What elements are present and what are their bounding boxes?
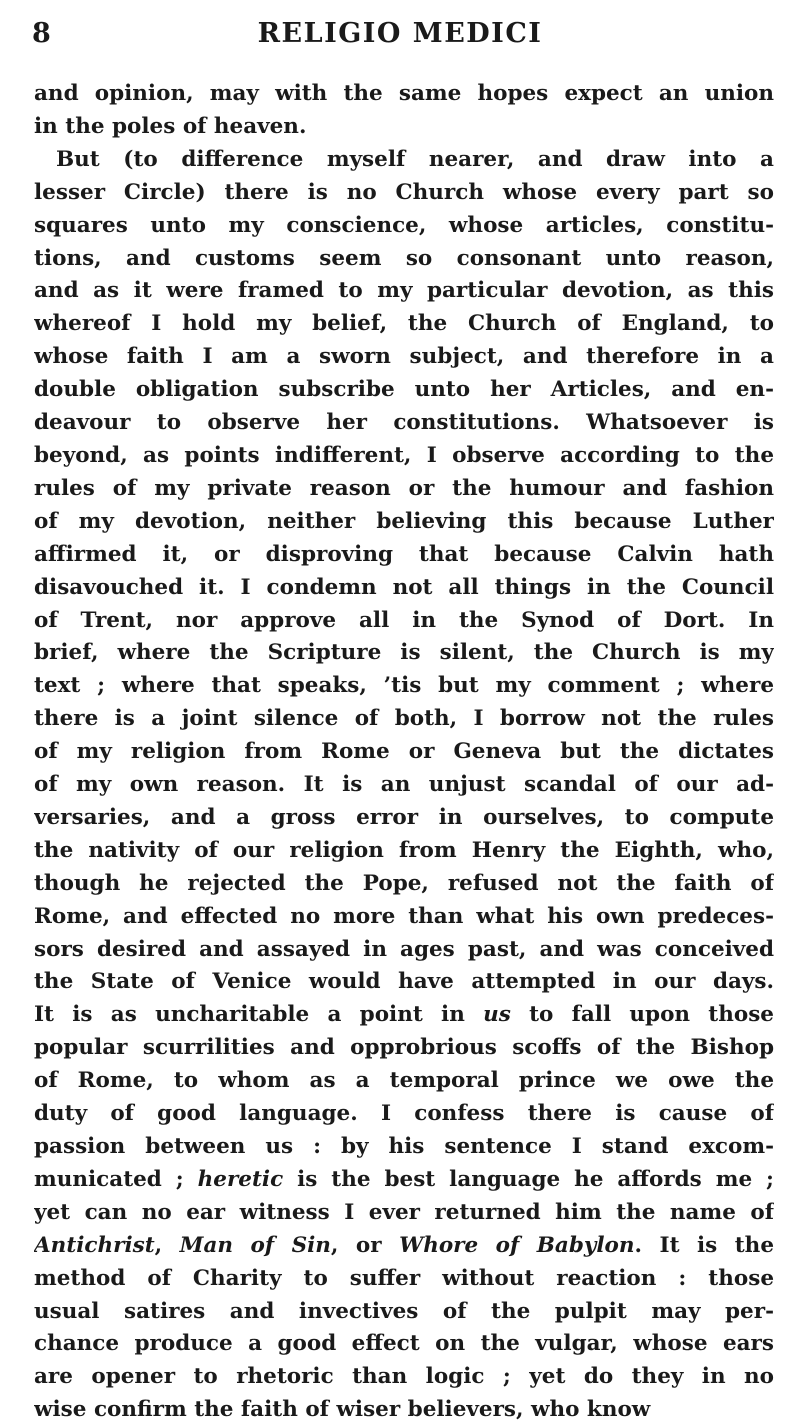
text-line: the nativity of our religion from Henry the Eighth, who, <box>34 837 774 863</box>
text-line: of my own reason. It is an unjust scandal of our ad- <box>34 772 774 798</box>
page-number: 8 <box>32 18 52 49</box>
body-text <box>34 78 774 1427</box>
text-line: beyond, as points indifferent, I observe according to the <box>34 442 774 468</box>
text-line: of my devotion, neither believing this because Luther <box>34 508 774 534</box>
text-line: are opener to rhetoric than logic ; yet do they in no <box>34 1364 774 1390</box>
text-line: brief, where the Scripture is silent, the Church is my <box>34 640 774 666</box>
text-line: But (to difference myself nearer, and draw into a <box>56 146 774 172</box>
text-line: duty of good language. I confess there is cause of <box>34 1101 774 1127</box>
text-line: of Trent, nor approve all in the Synod of Dort. In <box>34 607 774 633</box>
text-line: the State of Venice would have attempted in our days. <box>34 969 774 995</box>
text-line: tions, and customs seem so consonant unto reason, <box>34 245 774 271</box>
text-line: affirmed it, or disproving that because Calvin hath <box>34 541 774 567</box>
text-line: wise confirm the faith of wiser believers, who know <box>34 1397 651 1423</box>
text-line: popular scurrilities and opprobrious scoffs of the Bishop <box>34 1035 774 1061</box>
text-line: municated ; heretic is the best language he affords me ; <box>34 1166 774 1192</box>
text-line: squares unto my conscience, whose articles, constitu- <box>34 212 774 238</box>
text-line: lesser Circle) there is no Church whose every part so <box>34 179 774 205</box>
text-line: Rome, and effected no more than what his own predeces- <box>34 903 774 929</box>
page-header <box>0 14 800 54</box>
text-line: of Rome, to whom as a temporal prince we owe the <box>34 1068 774 1094</box>
text-line: and as it were framed to my particular devotion, as this <box>34 278 774 304</box>
text-line: sors desired and assayed in ages past, and was conceived <box>34 936 774 962</box>
text-line: and opinion, may with the same hopes expect an union <box>34 81 774 106</box>
text-line: whose faith I am a sworn subject, and therefore in a <box>34 344 774 370</box>
text-line: It is as uncharitable a point in us to fall upon those <box>34 1002 774 1028</box>
text-line: there is a joint silence of both, I borrow not the rules <box>34 706 774 732</box>
text-line: versaries, and a gross error in ourselves, to compute <box>34 804 774 830</box>
text-line: disavouched it. I condemn not all things in the Council <box>34 574 774 600</box>
text-line: Antichrist, Man of Sin, or Whore of Babylon. It is the <box>34 1232 774 1258</box>
text-line: in the poles of heaven. <box>34 113 307 139</box>
text-line: though he rejected the Pope, refused not the faith of <box>34 870 774 896</box>
text-line: whereof I hold my belief, the Church of England, to <box>34 311 774 337</box>
text-line: double obligation subscribe unto her Articles, and en- <box>34 377 774 403</box>
text-line: passion between us : by his sentence I stand excom- <box>34 1134 774 1159</box>
text-line: of my religion from Rome or Geneva but the dictates <box>34 739 774 765</box>
text-line: method of Charity to suffer without reaction : those <box>34 1265 774 1291</box>
text-line: chance produce a good effect on the vulgar, whose ears <box>34 1331 774 1357</box>
text-line: yet can no ear witness I ever returned him the name of <box>34 1199 774 1225</box>
running-title: RELIGIO MEDICI <box>257 18 543 49</box>
text-line: text ; where that speaks, ’tis but my comment ; where <box>34 673 774 699</box>
text-line: usual satires and invectives of the pulpit may per- <box>34 1298 774 1324</box>
text-line: rules of my private reason or the humour and fashion <box>34 475 774 501</box>
text-line: deavour to observe her constitutions. Whatsoever is <box>34 410 774 436</box>
